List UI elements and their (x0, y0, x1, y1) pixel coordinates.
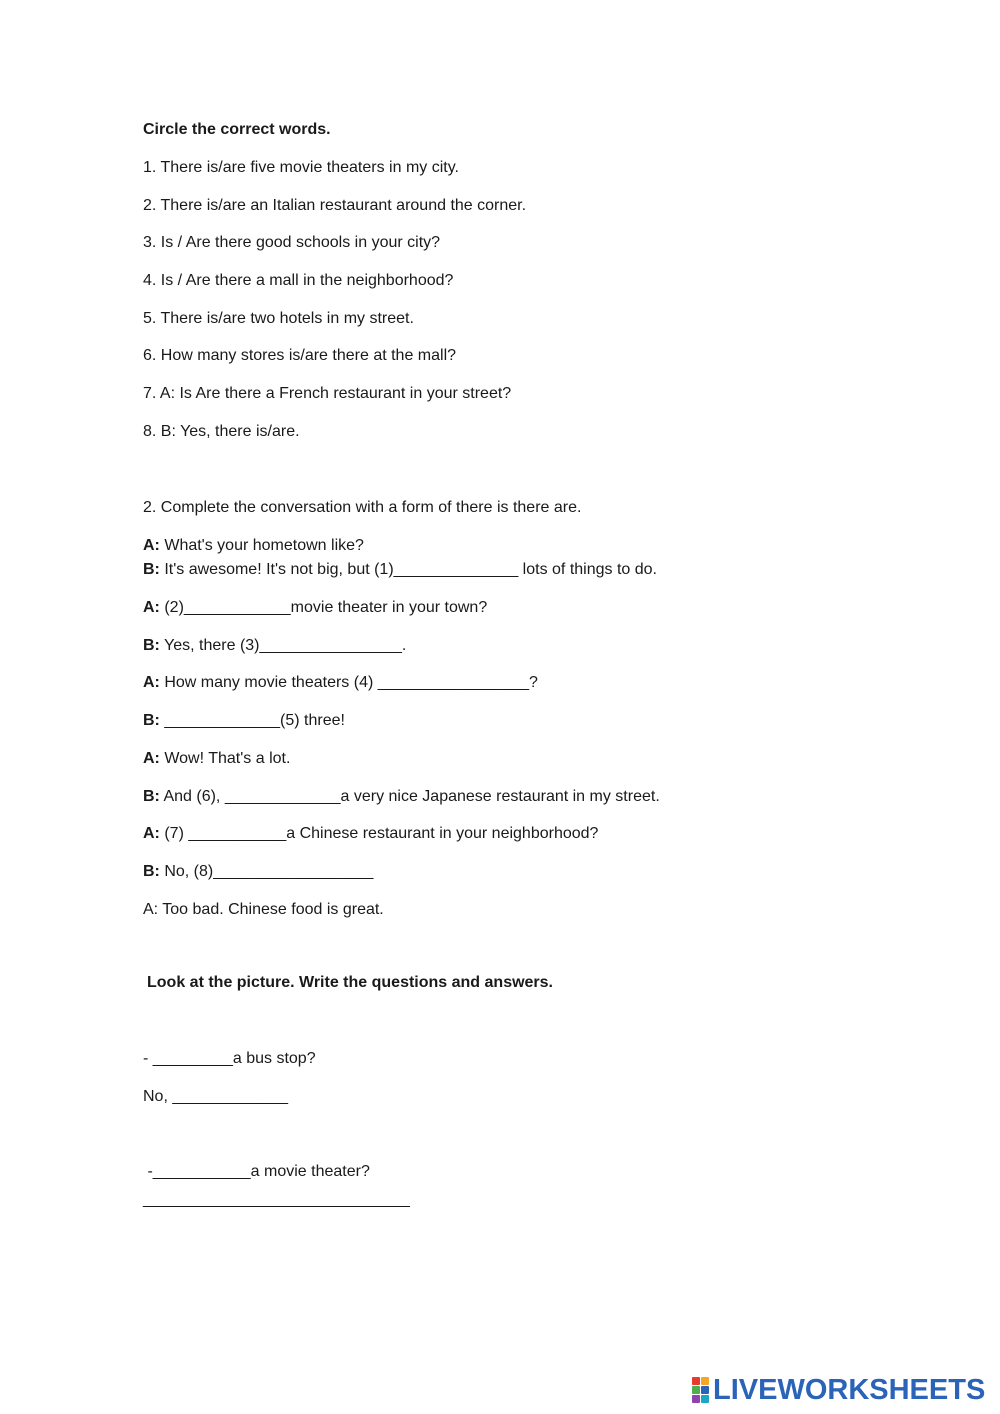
speaker-label: A: (143, 674, 160, 691)
speaker-label: A: (143, 537, 160, 554)
logo-mark-icon (692, 1377, 709, 1403)
question-1: - _________a bus stop? (143, 1050, 316, 1067)
speaker-label: B: (143, 561, 160, 578)
dialogue-text: Yes, there (3)________________. (159, 637, 407, 654)
logo-text: LIVEWORKSHEETS (713, 1373, 986, 1406)
dialogue-line (143, 824, 598, 844)
dialogue-text: It's awesome! It's not big, but (1)______________ lots of things to do. (159, 561, 657, 578)
section3-title: Look at the picture. Write the questions and answers. (147, 974, 553, 991)
speaker-label: A: (143, 599, 160, 616)
section1-item-6: 6. How many stores is/are there at the mall? (143, 347, 457, 364)
speaker-label: B: (143, 863, 160, 880)
speaker-label: B: (143, 637, 160, 654)
section1-item-1: 1. There is/are five movie theaters in my city. (143, 159, 459, 176)
section1-item-7: 7. A: Is Are there a French restaurant in your street? (143, 385, 512, 402)
dialogue-text: Wow! That's a lot. (159, 750, 291, 767)
dialogue-line (143, 749, 290, 769)
dialogue-text: (2)____________movie theater in your town? (159, 599, 488, 616)
dialogue-line (143, 636, 406, 656)
answer-1: No, _____________ (143, 1088, 289, 1105)
speaker-label: B: (143, 788, 160, 805)
dialogue-line (143, 598, 487, 618)
dialogue-line (143, 711, 345, 731)
section1-item-3: 3. Is / Are there good schools in your city? (143, 234, 441, 251)
dialogue-line (143, 560, 657, 580)
dialogue-line (143, 787, 660, 807)
section1-item-8: 8. B: Yes, there is/are. (143, 423, 300, 440)
liveworksheets-logo (692, 1374, 985, 1406)
dialogue-text: What's your hometown like? (159, 537, 364, 554)
section1-item-5: 5. There is/are two hotels in my street. (143, 310, 414, 327)
dialogue-text: And (6), _____________a very nice Japanese restaurant in my street. (159, 788, 660, 805)
section1-item-4: 4. Is / Are there a mall in the neighborhood? (143, 272, 454, 289)
speaker-label: A: (143, 825, 160, 842)
speaker-label: B: (143, 712, 160, 729)
answer-2: ______________________________ (143, 1191, 410, 1208)
section2-title: 2. Complete the conversation with a form of there is there are. (143, 499, 582, 516)
dialogue-text: _____________(5) three! (159, 712, 345, 729)
dialogue-text: How many movie theaters (4) _________________? (159, 674, 538, 691)
dialogue-text: No, (8)__________________ (159, 863, 374, 880)
dialogue-line (143, 536, 364, 556)
dialogue-text: (7) ___________a Chinese restaurant in your neighborhood? (159, 825, 599, 842)
question-2: -___________a movie theater? (143, 1163, 370, 1180)
speaker-label: A: (143, 750, 160, 767)
dialogue-line (143, 862, 373, 882)
dialogue-line (143, 673, 538, 693)
section1-title: Circle the correct words. (143, 121, 331, 138)
section1-item-2: 2. There is/are an Italian restaurant around the corner. (143, 197, 527, 214)
dialogue-closing: A: Too bad. Chinese food is great. (143, 901, 384, 918)
